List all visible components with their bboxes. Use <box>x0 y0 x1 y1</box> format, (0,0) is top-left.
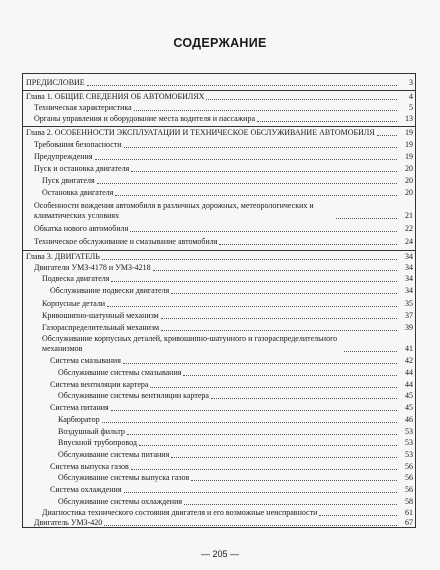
toc-entry-chapter-3 <box>26 252 415 262</box>
toc-entry-page: 22 <box>405 224 413 233</box>
toc-entry-label: Газораспределительный механизм <box>42 323 160 332</box>
toc-entry <box>34 263 415 273</box>
leader-dots <box>115 195 397 196</box>
toc-entry-page: 44 <box>405 380 413 389</box>
toc-entry <box>50 403 415 413</box>
leader-dots <box>131 469 397 470</box>
toc-entry <box>34 518 415 528</box>
toc-entry <box>42 299 415 309</box>
toc-entry-label: Пуск двигателя <box>42 176 95 185</box>
table-of-contents <box>22 73 416 528</box>
toc-entry-page: 13 <box>405 114 413 123</box>
toc-entry-label: Двигатели УМЗ-4178 и УМЗ-4218 <box>34 263 151 272</box>
section-divider <box>23 126 415 127</box>
leader-dots <box>161 318 397 319</box>
toc-entry-label: Обслуживание системы выпуска газов <box>58 473 190 482</box>
toc-entry <box>34 224 415 234</box>
leader-dots <box>206 99 397 100</box>
leader-dots <box>104 525 397 526</box>
toc-entry-page: 41 <box>405 344 413 353</box>
toc-entry-page: 3 <box>409 78 413 87</box>
leader-dots <box>171 457 397 458</box>
page-title: СОДЕРЖАНИЕ <box>173 36 267 50</box>
page-number: — 205 — <box>200 549 240 559</box>
toc-entry-page: 53 <box>405 450 413 459</box>
toc-entry-page: 67 <box>405 518 413 527</box>
toc-entry-label: Глава 3. ДВИГАТЕЛЬ <box>26 252 100 261</box>
toc-entry <box>58 473 415 483</box>
toc-entry-label: Система охлаждения <box>50 485 122 494</box>
toc-entry-page: 42 <box>405 356 413 365</box>
leader-dots <box>111 281 397 282</box>
toc-entry-page: 58 <box>405 497 413 506</box>
toc-entry-label: Система питания <box>50 403 109 412</box>
leader-dots <box>150 387 397 388</box>
toc-entry-chapter-2 <box>26 128 415 138</box>
toc-entry-label: ПРЕДИСЛОВИЕ <box>26 78 85 87</box>
toc-entry-page: 34 <box>405 263 413 272</box>
toc-entry-page: 56 <box>405 462 413 471</box>
toc-entry <box>50 286 415 296</box>
leader-dots <box>171 293 397 294</box>
toc-entry-label: Система смазывания <box>50 356 121 365</box>
toc-entry <box>50 380 415 390</box>
toc-entry <box>34 114 415 124</box>
toc-entry-page: 56 <box>405 485 413 494</box>
toc-entry <box>34 237 415 247</box>
leader-dots <box>123 363 397 364</box>
leader-dots <box>130 231 397 232</box>
leader-dots <box>183 375 397 376</box>
toc-entry-label: Техническое обслуживание и смазывание автомобиля <box>34 237 218 246</box>
toc-entry <box>50 356 415 366</box>
leader-dots <box>127 434 397 435</box>
toc-entry-label: Требования безопасности <box>34 140 122 149</box>
toc-entry-label: Техническая характеристика <box>34 103 132 112</box>
leader-dots <box>139 445 397 446</box>
section-divider <box>23 250 415 251</box>
toc-entry-page: 35 <box>405 299 413 308</box>
toc-entry-label: Воздушный фильтр <box>58 427 125 436</box>
toc-entry <box>42 334 415 354</box>
leader-dots <box>131 171 397 172</box>
toc-entry-label: Система вентиляции картера <box>50 380 149 389</box>
toc-entry-label: Глава 2. ОСОБЕННОСТИ ЭКСПЛУАТАЦИИ И ТЕХНИЧЕСКОЕ ОБСЛУЖИВАНИЕ АВТОМОБИЛЯ <box>26 128 375 137</box>
leader-dots <box>191 480 397 481</box>
toc-entry-label: Подвеска двигателя <box>42 274 110 283</box>
toc-entry <box>58 497 415 507</box>
toc-entry <box>50 485 415 495</box>
toc-entry-page: 37 <box>405 311 413 320</box>
toc-entry <box>58 438 415 448</box>
toc-entry-label: Корпусные детали <box>42 299 106 308</box>
toc-entry-preface <box>26 78 415 88</box>
toc-entry-label: Обслуживание системы вентиляции картера <box>58 391 209 400</box>
toc-entry <box>34 140 415 150</box>
toc-entry-page: 46 <box>405 415 413 424</box>
toc-entry-page: 53 <box>405 438 413 447</box>
toc-entry <box>34 152 415 162</box>
toc-entry-page: 24 <box>405 237 413 246</box>
toc-entry-label: Карбюратор <box>58 415 100 424</box>
toc-entry-label: Система выпуска газов <box>50 462 129 471</box>
toc-entry-page: 20 <box>405 176 413 185</box>
leader-dots <box>161 330 397 331</box>
toc-entry-label: Особенности вождения автомобиля в различных дорожных, метеорологических и климатических условиях <box>34 201 314 220</box>
toc-entry-label: Диагностика технического состояния двигателя и его возможные неисправности <box>42 508 318 517</box>
toc-entry-label: Кривошипно-шатунный механизм <box>42 311 159 320</box>
toc-entry-page: 4 <box>409 92 413 101</box>
toc-entry-page: 61 <box>405 508 413 517</box>
toc-entry-page: 34 <box>405 286 413 295</box>
toc-entry-page: 19 <box>405 152 413 161</box>
leader-dots <box>95 159 397 160</box>
toc-entry-chapter-1 <box>26 92 415 102</box>
leader-dots <box>377 135 397 136</box>
toc-entry-label: Пуск и остановка двигателя <box>34 164 130 173</box>
toc-entry-page: 19 <box>405 128 413 137</box>
toc-entry-page: 34 <box>405 274 413 283</box>
toc-entry-page: 45 <box>405 391 413 400</box>
leader-dots <box>111 410 397 411</box>
leader-dots <box>102 259 397 260</box>
toc-entry-page: 19 <box>405 140 413 149</box>
leader-dots <box>107 306 397 307</box>
leader-dots <box>124 492 397 493</box>
toc-entry <box>42 508 415 518</box>
toc-entry-label: Обслуживание системы смазывания <box>58 368 182 377</box>
toc-entry-page: 5 <box>409 103 413 112</box>
toc-entry-page: 34 <box>405 252 413 261</box>
toc-entry-page: 53 <box>405 427 413 436</box>
toc-entry <box>42 188 415 198</box>
toc-entry-label: Впускной трубопровод <box>58 438 137 447</box>
toc-entry-label: Органы управления и оборудование места водителя и пассажира <box>34 114 255 123</box>
toc-entry-label: Обслуживание подвески двигателя <box>50 286 170 295</box>
toc-entry-label: Предупреждения <box>34 152 93 161</box>
toc-entry-page: 21 <box>405 211 413 220</box>
section-divider <box>23 90 415 91</box>
toc-entry <box>42 311 415 321</box>
leader-dots <box>257 121 397 122</box>
toc-entry <box>50 462 415 472</box>
toc-entry <box>58 427 415 437</box>
toc-entry <box>34 201 415 221</box>
toc-entry-label: Остановка двигателя <box>42 188 114 197</box>
toc-entry-label: Двигатель УМЗ-420 <box>34 518 103 527</box>
toc-entry <box>58 415 415 425</box>
leader-dots <box>102 422 397 423</box>
toc-entry <box>34 164 415 174</box>
leader-dots <box>87 85 397 86</box>
leader-dots <box>184 504 397 505</box>
leader-dots <box>134 110 397 111</box>
toc-entry <box>58 368 415 378</box>
toc-entry <box>42 323 415 333</box>
toc-entry-label: Обслуживание корпусных деталей, кривошипно-шатунного и газораспределительного механизмов <box>42 334 338 353</box>
toc-entry-label: Обслуживание системы охлаждения <box>58 497 183 506</box>
toc-entry-label: Глава 1. ОБЩИЕ СВЕДЕНИЯ ОБ АВТОМОБИЛЯХ <box>26 92 205 101</box>
toc-entry <box>42 274 415 284</box>
toc-entry-page: 20 <box>405 164 413 173</box>
leader-dots <box>336 218 397 219</box>
toc-entry-page: 56 <box>405 473 413 482</box>
toc-entry-page: 45 <box>405 403 413 412</box>
toc-entry-label: Обслуживание системы питания <box>58 450 170 459</box>
toc-entry-page: 20 <box>405 188 413 197</box>
leader-dots <box>153 270 397 271</box>
toc-entry-page: 44 <box>405 368 413 377</box>
leader-dots <box>219 244 397 245</box>
toc-entry-page: 39 <box>405 323 413 332</box>
toc-entry <box>42 176 415 186</box>
leader-dots <box>319 515 397 516</box>
leader-dots <box>211 398 397 399</box>
toc-entry <box>34 103 415 113</box>
toc-entry <box>58 391 415 401</box>
toc-entry <box>58 450 415 460</box>
leader-dots <box>344 351 397 352</box>
toc-entry-label: Обкатка нового автомобиля <box>34 224 129 233</box>
leader-dots <box>97 183 397 184</box>
leader-dots <box>124 147 397 148</box>
